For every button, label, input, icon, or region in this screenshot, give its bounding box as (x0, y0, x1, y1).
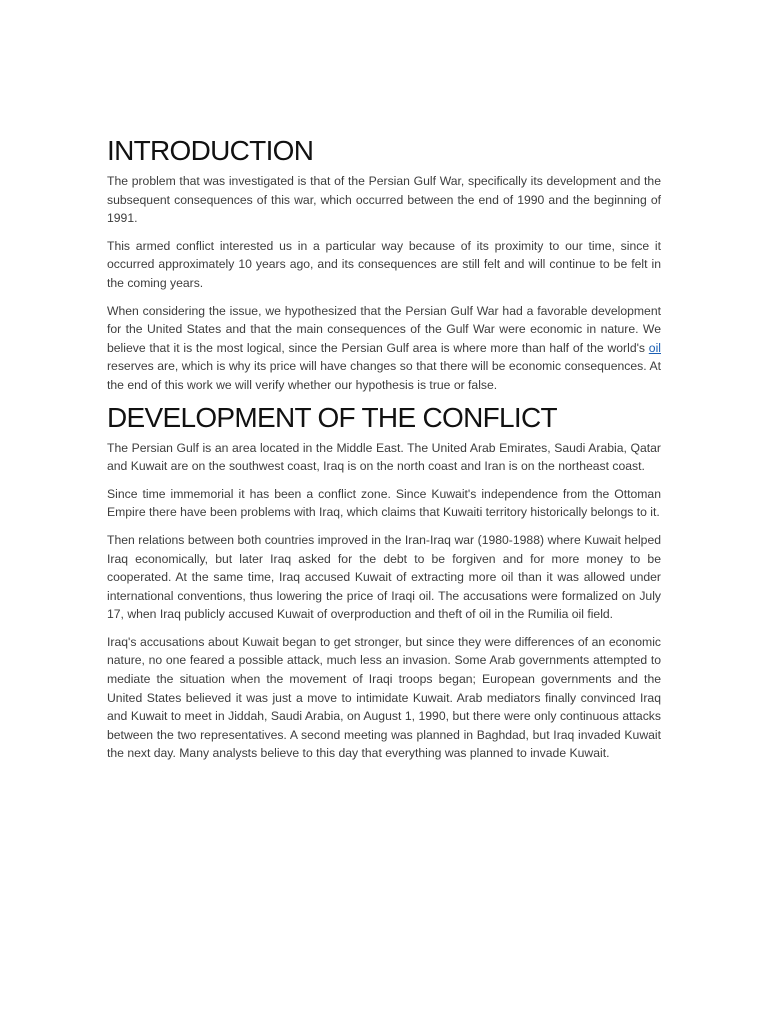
intro-paragraph-2: This armed conflict interested us in a particular way because of its proximity to our time, since it occurred approximately 10 years ago, and its consequences are still felt and will continue to be felt in the coming years. (107, 238, 661, 290)
heading-development-of-the-conflict: DEVELOPMENT OF THE CONFLICT (107, 401, 557, 433)
intro-paragraph-3-start: When considering the issue, we hypothesized that the Persian Gulf War had a favorable development for the United States and that the main consequences of the Gulf War were economic in nature. We believe that it is the most logical, since the Persian Gulf area is where more than half of the world's (107, 303, 661, 355)
development-paragraph-3: Then relations between both countries improved in the Iran-Iraq war (1980-1988) where Kuwait helped Iraq economically, but later Iraq asked for the debt to be forgiven and for more money to be cooperated. At the same time, Iraq accused Kuwait of extracting more oil than it was allowed under international conventions, thus lowering the price of Iraqi oil. The accusations were formalized on July 17, when Iraq publicly accused Kuwait of overproduction and theft of oil in the Rumilia oil field. (107, 532, 661, 622)
intro-paragraph-3 (107, 302, 661, 395)
development-paragraph-2: Since time immemorial it has been a conflict zone. Since Kuwait's independence from the Ottoman Empire there have been problems with Iraq, which claims that Kuwaiti territory historically belongs to it. (107, 486, 661, 520)
development-paragraph-4: Iraq's accusations about Kuwait began to get stronger, but since they were differences of an economic nature, no one feared a possible attack, much less an invasion. Some Arab governments attempted to mediate the situation when the movement of Iraqi troops began; European governments and the United States believed it was just a move to intimidate Kuwait. Arab mediators finally convinced Iraq and Kuwait to meet in Jiddah, Saudi Arabia, on August 1, 1990, but there were only continuous attacks between the two representatives. A second meeting was planned in Baghdad, but Iraq invaded Kuwait the next day. Many analysts believe to this day that everything was planned to invade Kuwait. (107, 634, 661, 761)
oil-link[interactable]: oil (648, 340, 661, 355)
heading-introduction: INTRODUCTION (107, 135, 314, 166)
document-page (107, 134, 661, 772)
intro-paragraph-1: The problem that was investigated is that of the Persian Gulf War, specifically its development and the subsequent consequences of this war, which occurred between the end of 1990 and the beginning of 1991. (107, 174, 661, 226)
development-paragraph-1: The Persian Gulf is an area located in the Middle East. The United Arab Emirates, Saudi Arabia, Qatar and Kuwait are on the southwest coast, Iraq is on the north coast and Iran is on the northeast coast. (107, 440, 661, 474)
intro-paragraph-3-end: reserves are, which is why its price will have changes so that there will be economic consequences. At the end of this work we will verify whether our hypothesis is true or false. (107, 359, 661, 392)
